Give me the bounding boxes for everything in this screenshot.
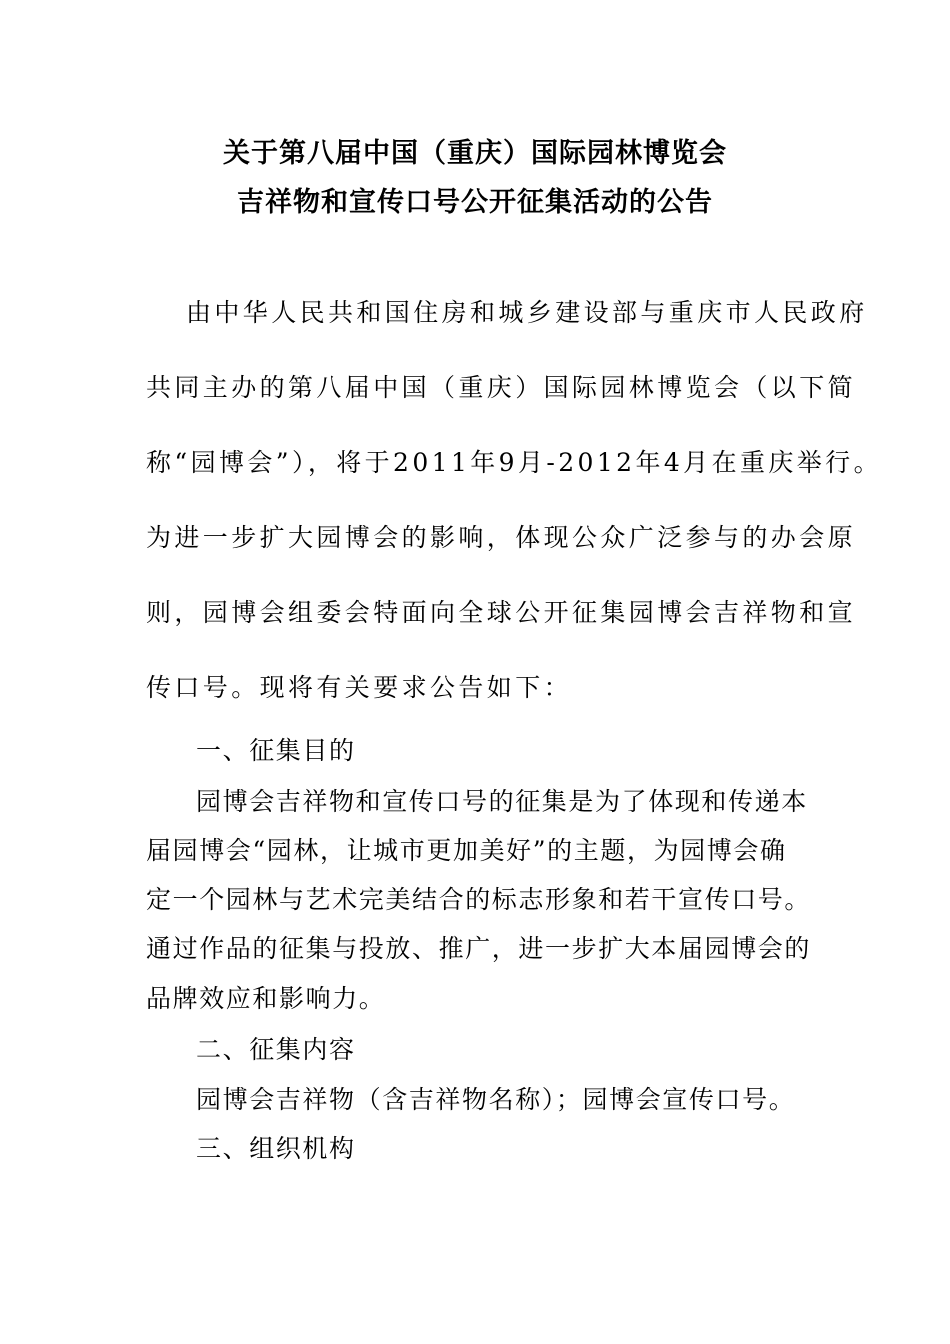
intro-line: 共同主办的第八届中国（重庆）国际园林博览会（以下简 xyxy=(146,373,857,402)
body-line: 品牌效应和影响力。 xyxy=(146,984,386,1013)
section-heading-content: 二、征集内容 xyxy=(196,1035,356,1064)
intro-line: 由中华人民共和国住房和城乡建设部与重庆市人民政府 xyxy=(186,298,868,327)
notice-title-line-1: 关于第八届中国（重庆）国际园林博览会 xyxy=(223,138,727,169)
intro-line: 则，园博会组委会特面向全球公开征集园博会吉祥物和宣 xyxy=(146,598,857,627)
notice-title-line-2: 吉祥物和宣传口号公开征集活动的公告 xyxy=(237,187,713,218)
section-heading-purpose: 一、征集目的 xyxy=(196,736,356,765)
body-line: 园博会吉祥物（含吉祥物名称）；园博会宣传口号。 xyxy=(196,1085,796,1114)
intro-line: 传口号。现将有关要求公告如下： xyxy=(146,673,573,702)
body-line: 园博会吉祥物和宣传口号的征集是为了体现和传递本 xyxy=(196,787,808,816)
intro-line: 称“园博会”），将于2011年9月-2012年4月在重庆举行。 xyxy=(146,448,882,477)
body-line: 定一个园林与艺术完美结合的标志形象和若干宣传口号。 xyxy=(146,885,812,914)
intro-line: 为进一步扩大园博会的影响，体现公众广泛参与的办会原 xyxy=(146,523,857,552)
body-line: 届园博会“园林，让城市更加美好”的主题，为园博会确 xyxy=(146,836,787,865)
body-line: 通过作品的征集与投放、推广，进一步扩大本届园博会的 xyxy=(146,934,812,963)
section-heading-organization: 三、组织机构 xyxy=(196,1134,356,1163)
